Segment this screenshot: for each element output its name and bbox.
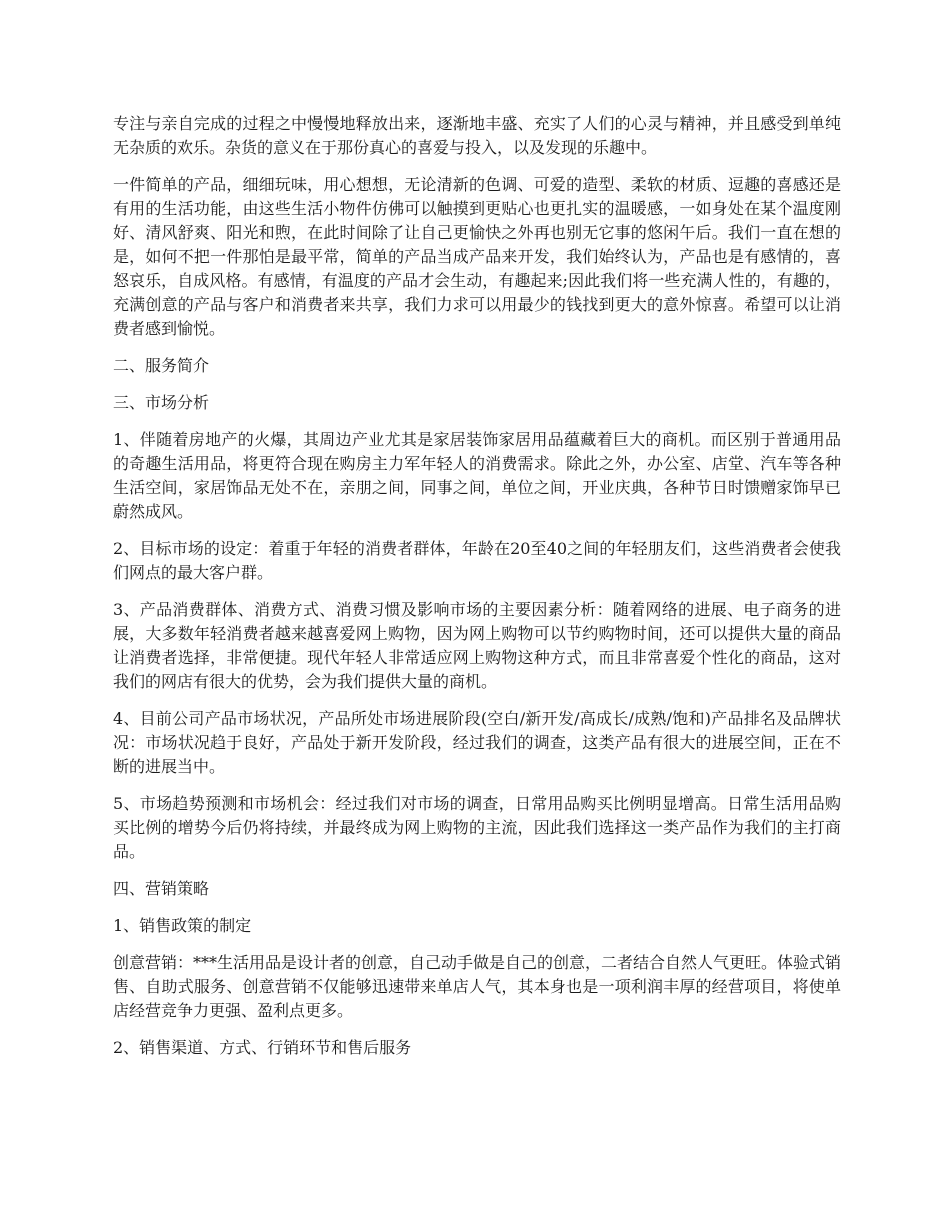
paragraph-product-philosophy: 一件简单的产品，细细玩味，用心想想，无论清新的色调、可爱的造型、柔软的材质、逗趣的喜感还是有用的生活功能，由这些生活小物件仿佛可以触摸到更贴心也更扎实的温暖感，一如身处在某个温度刚好、清风舒爽、阳光和煦，在此时间除了让自己更愉快之外再也别无它事的悠闲午后。我们一直在想的是，如何不把一件那怕是最平常，简单的产品当成产品来开发，我们始终认为，产品也是有感情的，喜怒哀乐，自成风格。有感情，有温度的产品才会生动，有趣起来;因此我们将一些充满人性的，有趣的，充满创意的产品与客户和消费者来共享，我们力求可以用最少的钱找到更大的意外惊喜。希望可以让消费者感到愉悦。 <box>113 175 841 338</box>
heading-marketing-strategy: 四、营销策略 <box>113 879 210 898</box>
heading-service-intro: 二、服务简介 <box>113 356 210 375</box>
paragraph-market-4: 4、目前公司产品市场状况，产品所处市场进展阶段(空白/新开发/高成长/成熟/饱和)产品排名及品牌状况：市场状况趋于良好，产品处于新开发阶段，经过我们的调查，这类产品有很大的进展空间，正在不断的进展当中。 <box>113 709 841 776</box>
paragraph-market-5: 5、市场趋势预测和市场机会：经过我们对市场的调查，日常用品购买比例明显增高。日常生活用品购买比例的增势今后仍将持续，并最终成为网上购物的主流，因此我们选择这一类产品作为我们的主打商品。 <box>113 794 841 861</box>
paragraph-market-2: 2、目标市场的设定：着重于年轻的消费者群体，年龄在20至40之间的年轻朋友们，这些消费者会使我们网点的最大客户群。 <box>113 539 841 582</box>
document-page <box>113 112 841 1073</box>
heading-sales-channels: 2、销售渠道、方式、行销环节和售后服务 <box>113 1038 412 1057</box>
paragraph-market-1: 1、伴随着房地产的火爆，其周边产业尤其是家居装饰家居用品蕴藏着巨大的商机。而区别于普通用品的奇趣生活用品，将更符合现在购房主力军年轻人的消费需求。除此之外，办公室、店堂、汽车等各种生活空间，家居饰品无处不在，亲朋之间，同事之间，单位之间，开业庆典，各种节日时馈赠家饰早已蔚然成风。 <box>113 430 841 521</box>
heading-market-analysis: 三、市场分析 <box>113 393 210 412</box>
paragraph-creative-marketing: 创意营销：***生活用品是设计者的创意，自己动手做是自己的创意，二者结合自然人气更旺。体验式销售、自助式服务、创意营销不仅能够迅速带来单店人气，其本身也是一项利润丰厚的经营项目，将使单店经营竞争力更强、盈利点更多。 <box>113 953 842 1020</box>
heading-sales-policy: 1、销售政策的制定 <box>113 916 252 935</box>
paragraph-market-3: 3、产品消费群体、消费方式、消费习惯及影响市场的主要因素分析：随着网络的进展、电子商务的进展，大多数年轻消费者越来越喜爱网上购物，因为网上购物可以节约购物时间，还可以提供大量的商品让消费者选择，非常便捷。现代年轻人非常适应网上购物这种方式，而且非常喜爱个性化的商品，这对我们的网店有很大的优势，会为我们提供大量的商机。 <box>113 600 841 691</box>
paragraph-intro-end: 专注与亲自完成的过程之中慢慢地释放出来，逐渐地丰盛、充实了人们的心灵与精神，并且感受到单纯无杂质的欢乐。杂货的意义在于那份真心的喜爱与投入，以及发现的乐趣中。 <box>113 114 841 157</box>
